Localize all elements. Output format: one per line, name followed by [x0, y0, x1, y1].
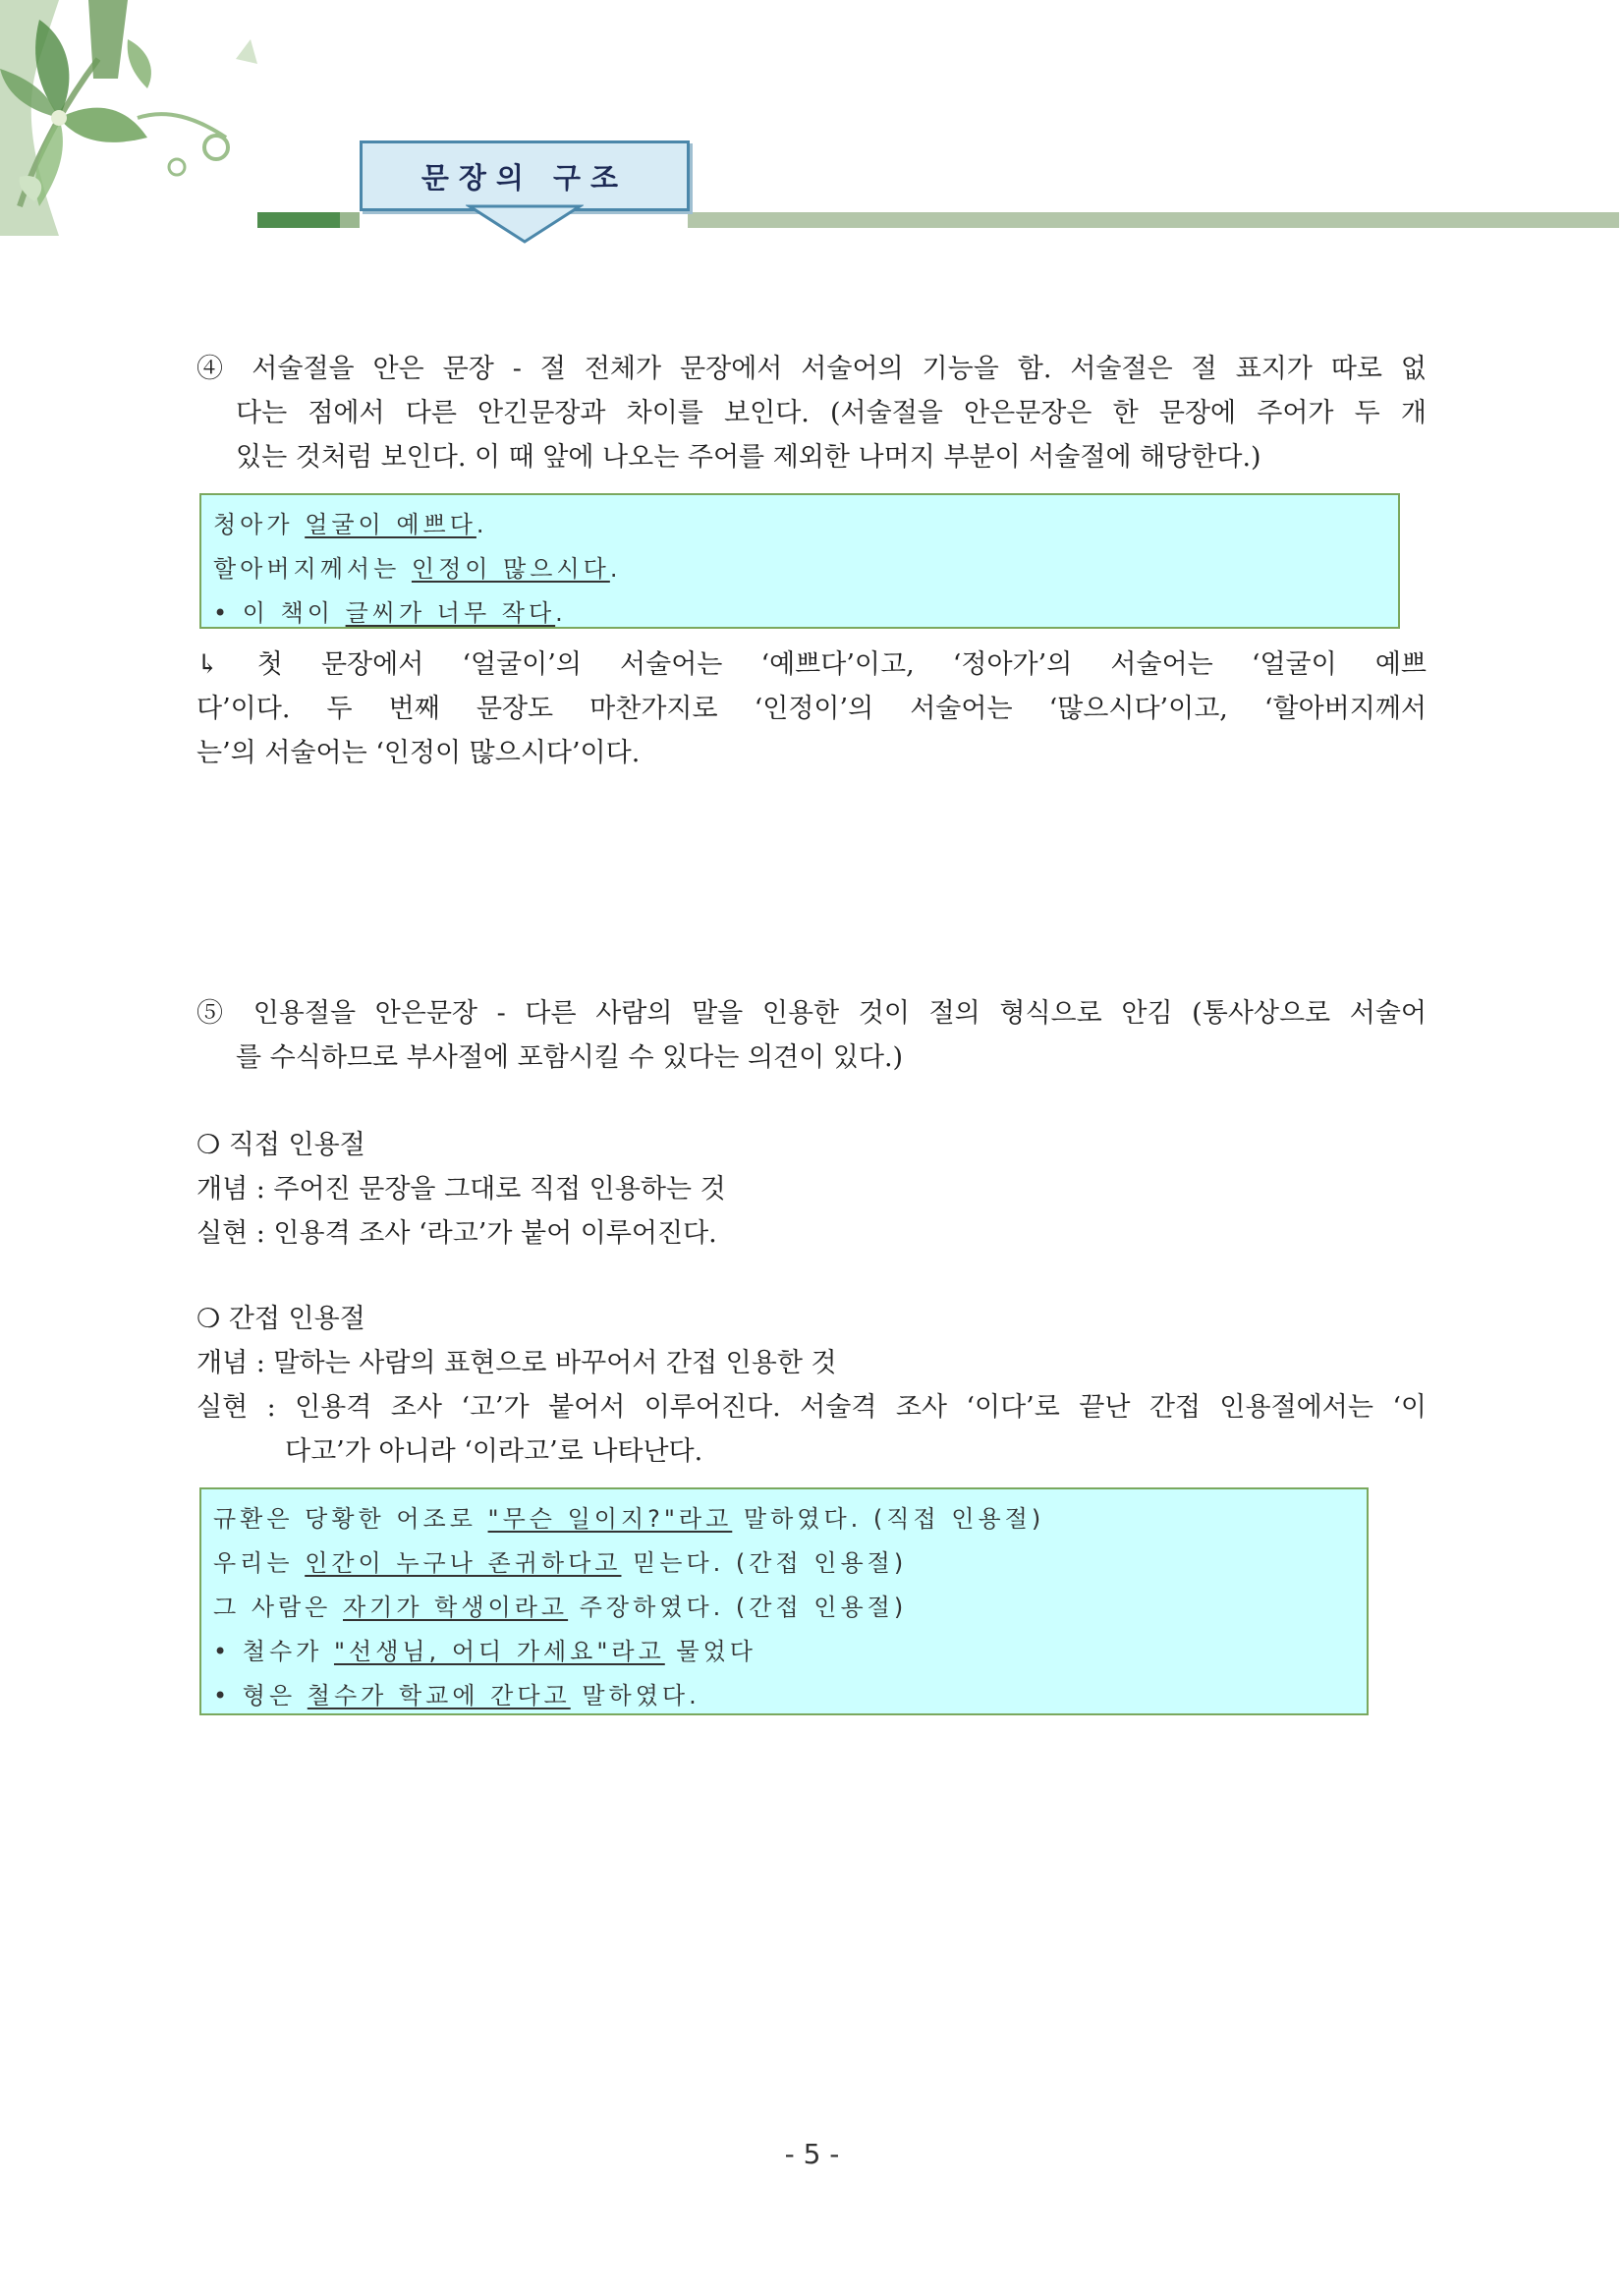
quoted-clause: 철수가 학교에 간다고	[307, 1682, 571, 1709]
header-rule-light	[688, 212, 1619, 228]
indirect-quote-realization: 다고’가 아니라 ‘이라고’로 나타난다.	[285, 1436, 703, 1467]
direct-quote-heading: ❍ 직접 인용절	[196, 1130, 365, 1160]
example-text: 우리는	[213, 1549, 306, 1577]
example-box-1	[199, 493, 1400, 629]
direct-quote-realization: 실현 : 인용격 조사 ‘라고’가 붙어 이루어진다.	[196, 1218, 717, 1249]
section4-paragraph	[196, 347, 1427, 479]
example-text: 청아가	[213, 511, 306, 538]
quoted-clause: "선생님, 어디 가세요"라고	[333, 1638, 665, 1665]
example-text: 말하였다. (직접 인용절)	[732, 1505, 1045, 1533]
explanation-line: 는’의 서술어는 ‘인정이 많으시다’이다.	[196, 738, 641, 768]
header-rule-dark	[257, 212, 340, 228]
example-text: 주장하였다. (간접 인용절)	[568, 1594, 908, 1621]
indirect-quote-section	[196, 1297, 1427, 1474]
example-text: 그 사람은	[213, 1594, 343, 1621]
example-text: • 이 책이	[213, 599, 346, 627]
example-row	[213, 1586, 1355, 1630]
example-text: • 철수가	[213, 1638, 334, 1665]
embedded-clause: 얼굴이 예쁘다	[305, 511, 476, 538]
explanation-paragraph	[196, 643, 1427, 775]
example-text: 말하였다.	[570, 1682, 700, 1709]
example-row	[213, 1541, 1355, 1586]
direct-quote-section	[196, 1123, 1427, 1256]
example-text: • 형은	[213, 1682, 308, 1709]
section5-line: ⑤ 인용절을 안은문장 - 다른 사람의 말을 인용한 것이 절의 형식으로 안김 (통사상으로 서술어	[196, 998, 1427, 1029]
down-arrow-icon	[466, 204, 584, 244]
example-text: 물었다	[664, 1638, 756, 1665]
quoted-clause: 자기가 학생이라고	[343, 1594, 569, 1621]
direct-quote-concept: 개념 : 주어진 문장을 그대로 직접 인용하는 것	[196, 1174, 726, 1204]
example-text: .	[555, 599, 567, 627]
floral-decoration-icon	[0, 0, 265, 236]
section5-line: 를 수식하므로 부사절에 포함시킬 수 있다는 의견이 있다.)	[236, 1042, 904, 1073]
page-number: - 5 -	[784, 2138, 840, 2170]
explanation-line: 다’이다. 두 번째 문장도 마찬가지로 ‘인정이’의 서술어는 ‘많으시다’이고, ‘할아버지께서	[196, 694, 1427, 724]
quoted-clause: 인간이 누구나 존귀하다고	[305, 1549, 622, 1577]
example-row	[213, 1630, 1355, 1674]
embedded-clause: 인정이 많으시다	[411, 555, 610, 583]
example-row	[213, 547, 1386, 591]
header-rule-mid	[340, 212, 360, 228]
indirect-quote-realization: 실현 : 인용격 조사 ‘고’가 붙어서 이루어진다. 서술격 조사 ‘이다’로 끝난 간접 인용절에서는 ‘이	[196, 1392, 1427, 1423]
quoted-clause: "무슨 일이지?"라고	[487, 1505, 733, 1533]
indirect-quote-heading: ❍ 간접 인용절	[196, 1304, 365, 1334]
example-row	[213, 503, 1386, 547]
example-text: .	[476, 511, 488, 538]
example-text: 믿는다. (간접 인용절)	[621, 1549, 908, 1577]
example-row	[213, 1497, 1355, 1541]
example-row	[213, 1674, 1355, 1718]
page-title: 문장의 구조	[420, 160, 629, 195]
example-text: .	[609, 555, 622, 583]
section4-line: ④ 서술절을 안은 문장 - 절 전체가 문장에서 서술어의 기능을 함. 서술절은 절 표지가 따로 없	[196, 354, 1427, 384]
embedded-clause: 글씨가 너무 작다	[345, 599, 556, 627]
example-row	[213, 591, 1386, 636]
section5-paragraph	[196, 991, 1427, 1080]
indirect-quote-concept: 개념 : 말하는 사람의 표현으로 바꾸어서 간접 인용한 것	[196, 1348, 837, 1378]
example-text: 규환은 당황한 어조로	[213, 1505, 488, 1533]
example-box-2	[199, 1487, 1369, 1715]
section4-line: 다는 점에서 다른 안긴문장과 차이를 보인다. (서술절을 안은문장은 한 문장에 주어가 두 개	[236, 398, 1427, 428]
explanation-line: ↳ 첫 문장에서 ‘얼굴이’의 서술어는 ‘예쁘다’이고, ‘정아가’의 서술어는 ‘얼굴이 예쁘	[196, 649, 1427, 680]
section4-line: 있는 것처럼 보인다. 이 때 앞에 나오는 주어를 제외한 나머지 부분이 서술절에 해당한다.)	[236, 442, 1261, 473]
example-text: 할아버지께서는	[213, 555, 412, 583]
page-title-box	[360, 140, 690, 211]
